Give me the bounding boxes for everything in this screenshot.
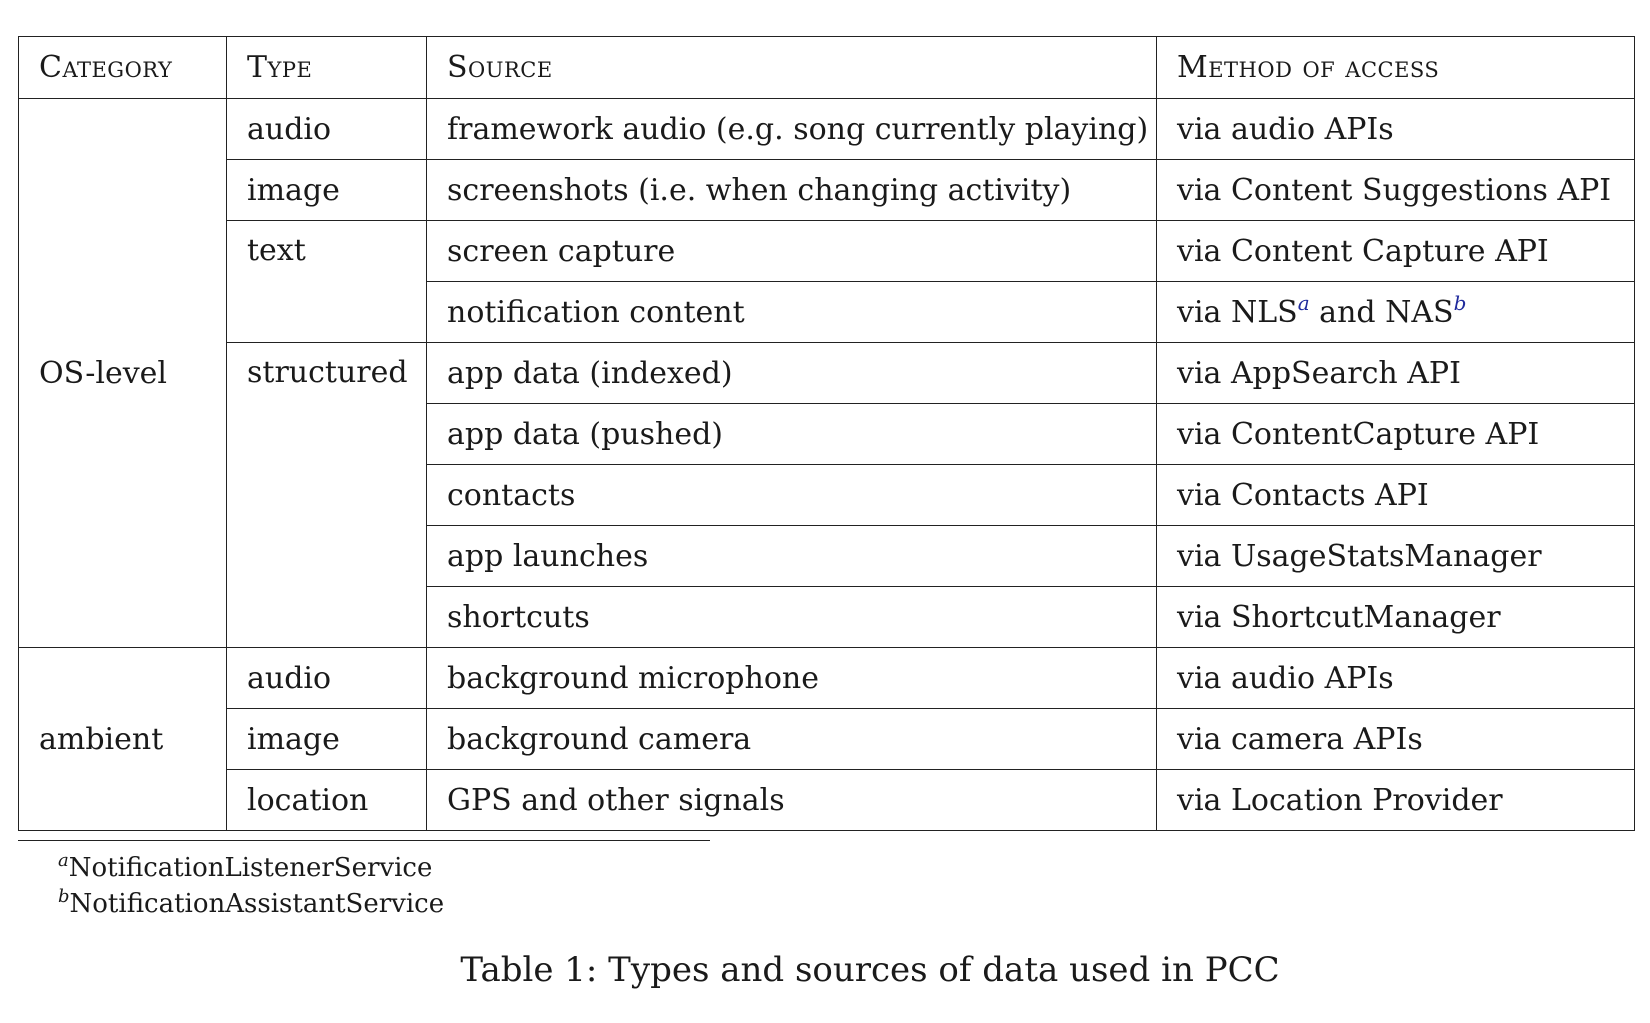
footnote-text: NotificationListenerService [68, 853, 433, 883]
header-type: Type [227, 37, 427, 99]
source-cell: app data (indexed) [427, 343, 1157, 404]
table-row [19, 160, 1635, 221]
source-cell: screenshots (i.e. when changing activity) [427, 160, 1157, 221]
method-cell: via Location Provider [1157, 770, 1635, 831]
table-header-row [19, 37, 1635, 99]
source-cell: GPS and other signals [427, 770, 1157, 831]
method-cell: via audio APIs [1157, 648, 1635, 709]
footnote-item [58, 886, 444, 922]
header-category: Category [19, 37, 227, 99]
header-method: Method of access [1157, 37, 1635, 99]
table-row [19, 709, 1635, 770]
method-cell: via audio APIs [1157, 99, 1635, 160]
source-cell: notification content [427, 282, 1157, 343]
data-sources-table [18, 36, 1635, 831]
data-sources-table-container [18, 36, 1634, 831]
source-cell: shortcuts [427, 587, 1157, 648]
table-row [19, 770, 1635, 831]
source-cell: app launches [427, 526, 1157, 587]
category-cell-os-level: OS-level [19, 99, 227, 648]
footnote-mark: a [58, 850, 69, 871]
footnote-item [58, 850, 444, 886]
type-cell: image [227, 709, 427, 770]
method-cell: via Content Capture API [1157, 221, 1635, 282]
method-cell: via Content Suggestions API [1157, 160, 1635, 221]
table-row [19, 99, 1635, 160]
source-cell: screen capture [427, 221, 1157, 282]
footnote-text: NotificationAssistantService [69, 889, 445, 919]
footnote-mark: b [58, 886, 70, 907]
table-row [19, 343, 1635, 404]
type-cell: text [227, 221, 427, 343]
source-cell: app data (pushed) [427, 404, 1157, 465]
table-row [19, 648, 1635, 709]
method-cell: via ContentCapture API [1157, 404, 1635, 465]
table-caption: Table 1: Types and sources of data used in PCC [460, 950, 1280, 990]
header-source: Source [427, 37, 1157, 99]
footnotes [58, 850, 444, 922]
type-cell: location [227, 770, 427, 831]
source-cell: framework audio (e.g. song currently playing) [427, 99, 1157, 160]
type-cell: image [227, 160, 427, 221]
table-row [19, 221, 1635, 282]
method-text: via NLS [1177, 294, 1298, 330]
method-cell: via camera APIs [1157, 709, 1635, 770]
method-cell: via UsageStatsManager [1157, 526, 1635, 587]
source-cell: background microphone [427, 648, 1157, 709]
method-cell: via AppSearch API [1157, 343, 1635, 404]
source-cell: background camera [427, 709, 1157, 770]
category-cell-ambient: ambient [19, 648, 227, 831]
type-cell: structured [227, 343, 427, 648]
footnote-divider [18, 840, 710, 841]
source-cell: contacts [427, 465, 1157, 526]
footnote-link-b[interactable]: b [1453, 290, 1467, 315]
method-cell: via ShortcutManager [1157, 587, 1635, 648]
method-text: and NAS [1309, 294, 1454, 330]
type-cell: audio [227, 99, 427, 160]
method-cell: via Contacts API [1157, 465, 1635, 526]
method-cell [1157, 282, 1635, 343]
footnote-link-a[interactable]: a [1297, 290, 1310, 315]
type-cell: audio [227, 648, 427, 709]
